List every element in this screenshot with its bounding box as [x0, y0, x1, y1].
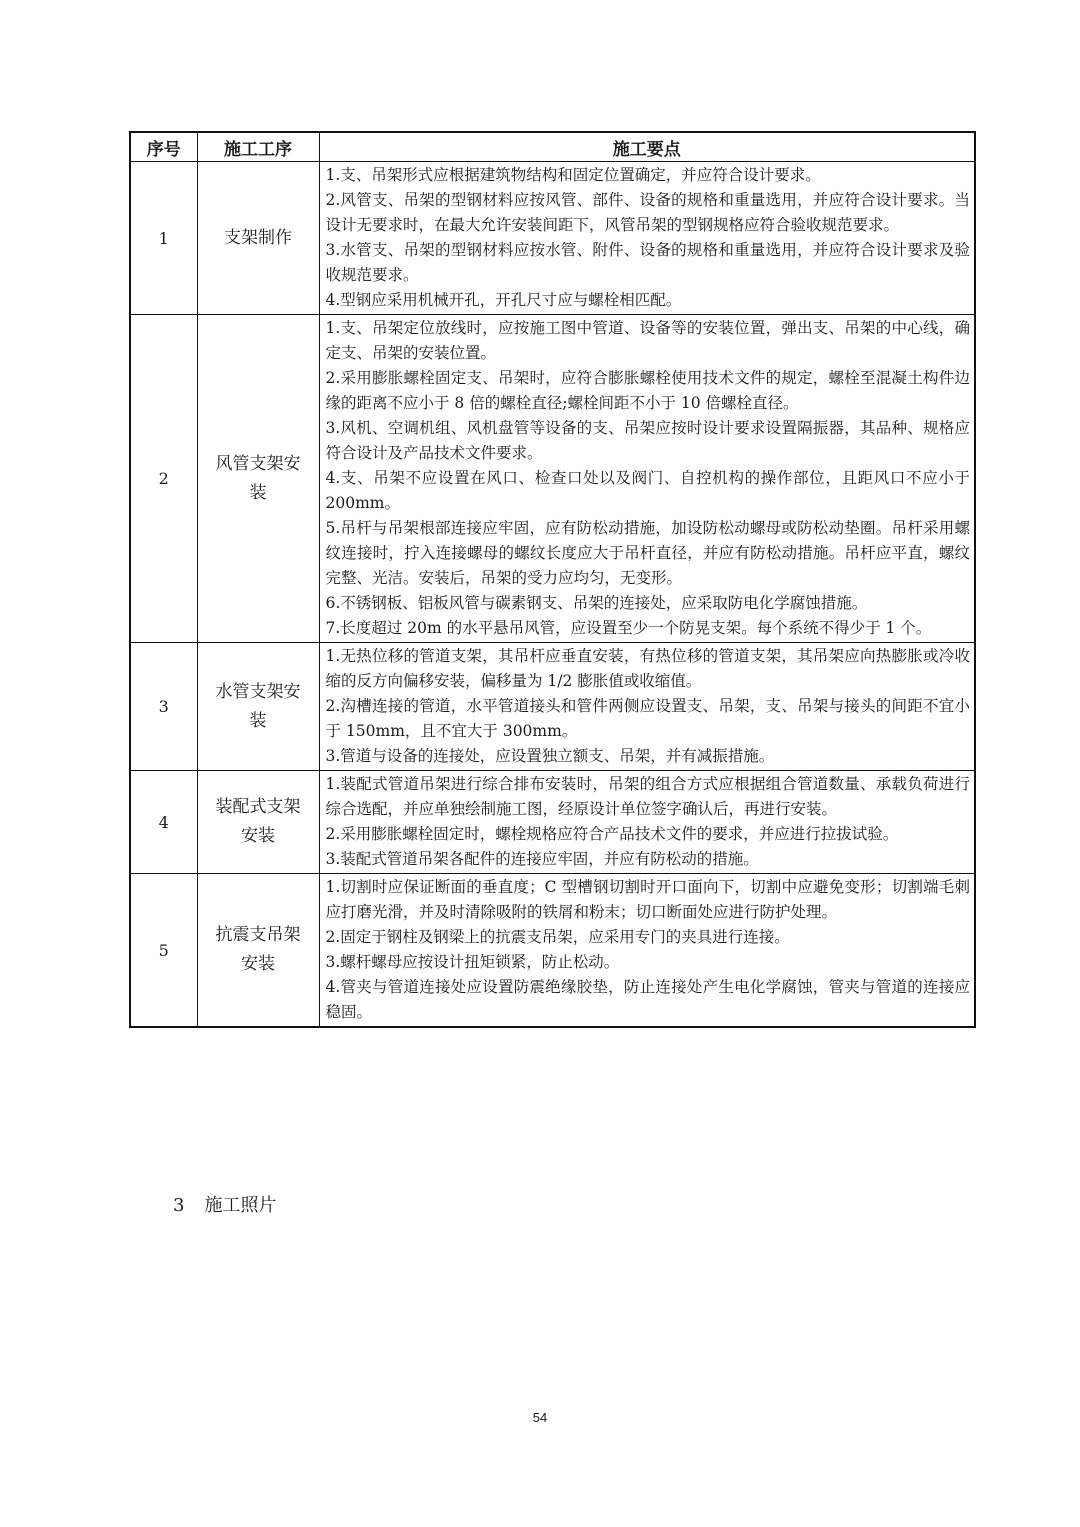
table-row: [130, 643, 975, 771]
section-heading: [173, 1191, 276, 1217]
row-number: 1: [130, 162, 197, 315]
point-item: 2.沟槽连接的管道，水平管道接头和管件两侧应设置支、吊架，支、吊架与接头的间距不宜小于 150mm，且不宜大于 300mm。: [325, 697, 970, 740]
header-step: 施工工序: [197, 132, 319, 162]
point-item: 3.螺杆螺母应按设计扭矩锁紧，防止松动。: [325, 953, 620, 971]
row-number: 5: [130, 874, 197, 1028]
construction-points-table: [129, 131, 976, 1028]
point-item: 2.固定于钢柱及钢梁上的抗震支吊架，应采用专门的夹具进行连接。: [325, 928, 790, 946]
row-number: 3: [130, 643, 197, 771]
point-item: 5.吊杆与吊架根部连接应牢固，应有防松动措施，加设防松动螺母或防松动垫圈。吊杆采用螺纹连接时，拧入连接螺母的螺纹长度应大于吊杆直径，并应有防松动措施。吊杆应平直，螺纹完整、光洁。安装后，吊架的受力应均匀，无变形。: [325, 519, 970, 587]
row-points: [319, 315, 975, 643]
table-header-row: [130, 132, 975, 162]
row-number: 2: [130, 315, 197, 643]
section-title: 施工照片: [204, 1195, 277, 1216]
table-row: [130, 315, 975, 643]
table-row: [130, 162, 975, 315]
row-step: 装配式支架安装: [197, 771, 319, 874]
row-step: 抗震支吊架安装: [197, 874, 319, 1028]
point-item: 3.风机、空调机组、风机盘管等设备的支、吊架应按时设计要求设置隔振器，其品种、规格应符合设计及产品技术文件要求。: [325, 419, 970, 462]
point-item: 3.装配式管道吊架各配件的连接应牢固，并应有防松动的措施。: [325, 850, 759, 868]
row-step: 支架制作: [197, 162, 319, 315]
point-item: 3.管道与设备的连接处，应设置独立额支、吊架，并有减振措施。: [325, 747, 775, 765]
point-item: 2.采用膨胀螺栓固定时，螺栓规格应符合产品技术文件的要求，并应进行拉拔试验。: [325, 825, 899, 843]
row-points: [319, 874, 975, 1028]
point-item: 1.切割时应保证断面的垂直度；C 型槽钢切割时开口面向下，切割中应避免变形；切割端毛刺应打磨光滑，并及时清除吸附的铁屑和粉末；切口断面处应进行防护处理。: [325, 878, 970, 921]
point-item: 2.风管支、吊架的型钢材料应按风管、部件、设备的规格和重量选用，并应符合设计要求。当设计无要求时，在最大允许安装间距下，风管吊架的型钢规格应符合验收规范要求。: [325, 191, 970, 234]
row-step: 风管支架安装: [197, 315, 319, 643]
point-item: 2.采用膨胀螺栓固定支、吊架时，应符合膨胀螺栓使用技术文件的规定，螺栓至混凝土构件边缘的距离不应小于 8 倍的螺栓直径;螺栓间距不小于 10 倍螺栓直径。: [325, 369, 970, 412]
table-row: [130, 874, 975, 1028]
point-item: 7.长度超过 20m 的水平悬吊风管，应设置至少一个防晃支架。每个系统不得少于 1 个。: [325, 619, 932, 637]
point-item: 1.装配式管道吊架进行综合排布安装时，吊架的组合方式应根据组合管道数量、承载负荷进行综合选配，并应单独绘制施工图，经原设计单位签字确认后，再进行安装。: [325, 775, 970, 818]
header-points: 施工要点: [319, 132, 975, 162]
section-number: 3: [173, 1195, 185, 1216]
point-item: 4.型钢应采用机械开孔，开孔尺寸应与螺栓相匹配。: [325, 291, 682, 309]
point-item: 3.水管支、吊架的型钢材料应按水管、附件、设备的规格和重量选用，并应符合设计要求及验收规范要求。: [325, 241, 970, 284]
point-item: 6.不锈钢板、铝板风管与碳素钢支、吊架的连接处，应采取防电化学腐蚀措施。: [325, 594, 868, 612]
point-item: 1.无热位移的管道支架，其吊杆应垂直安装，有热位移的管道支架，其吊架应向热膨胀或冷收缩的反方向偏移安装，偏移量为 1/2 膨胀值或收缩值。: [325, 647, 970, 690]
row-points: [319, 643, 975, 771]
row-points: [319, 162, 975, 315]
row-step: 水管支架安装: [197, 643, 319, 771]
table-row: [130, 771, 975, 874]
point-item: 1.支、吊架定位放线时，应按施工图中管道、设备等的安装位置，弹出支、吊架的中心线，确定支、吊架的安装位置。: [325, 319, 970, 362]
page-number: 54: [532, 1410, 548, 1425]
row-points: [319, 771, 975, 874]
point-item: 1.支、吊架形式应根据建筑物结构和固定位置确定，并应符合设计要求。: [325, 166, 821, 184]
point-item: 4.管夹与管道连接处应设置防震绝缘胶垫，防止连接处产生电化学腐蚀，管夹与管道的连接应稳固。: [325, 978, 970, 1021]
point-item: 4.支、吊架不应设置在风口、检查口处以及阀门、自控机构的操作部位，且距风口不应小于 200mm。: [325, 469, 970, 512]
header-no: 序号: [130, 132, 197, 162]
row-number: 4: [130, 771, 197, 874]
